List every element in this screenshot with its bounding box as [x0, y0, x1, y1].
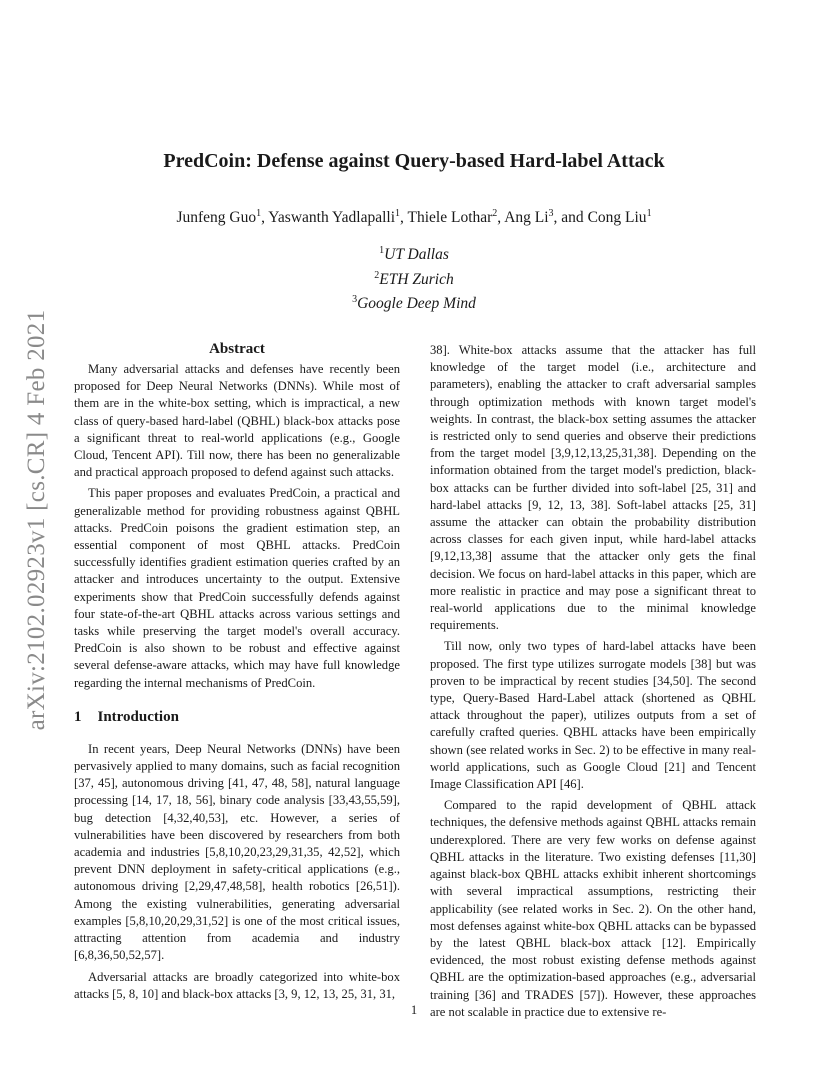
intro-paragraph: In recent years, Deep Neural Networks (DNNs) have been pervasively applied to many domains, such as facial recognition [37, 45], autonomous driving [41, 47, 48, 58], natural language processing [14, 17, 18, 56], binary code analysis [33,43,55,59], bug detection [4,32,40,53], etc. However, a series of vulnerabilities have been discovered by researchers from both academia and industries [5,8,10,20,23,29,31,35, 42,52], which prevent DNN deployment in safety-critical applications (e.g., autonomous driving [2,29,47,48,58], health robotics [26,51]). Among the existing vulnerabilities, generating adversarial examples [5,8,10,20,29,31,52] is one of the most critical issues, attracting attention from academia and industry [6,8,36,50,52,57]. [74, 741, 400, 963]
section-number: 1 [74, 708, 82, 725]
arxiv-id-text: arXiv:2102.02923v1 [cs.CR] 4 Feb 2021 [23, 309, 50, 731]
abstract-paragraph: This paper proposes and evaluates PredCoin, a practical and generalizable method for providing robustness against QBHL attacks. PredCoin poisons the gradient estimation step, an essential component of most QBHL attacks. PredCoin successfully identifies gradient estimation queries crafted by an attacker and introduces uncertainty to the output. Extensive experiments show that PredCoin successfully defends against four state-of-the-art QBHL attacks across various settings and tasks while preserving the target model's overall accuracy. PredCoin is also shown to be robust and effective against several defense-aware attacks, which may have full knowledge regarding the internal mechanisms of PredCoin. [74, 486, 400, 690]
section-title: Introduction [97, 708, 179, 725]
page-number: 1 [410, 1003, 418, 1017]
author: Yaswanth Yadlapalli$^1$, [268, 208, 408, 226]
arxiv-watermark [22, 290, 52, 750]
body-paragraph: Compared to the rapid development of QBHL attack techniques, the defensive methods against QBHL attacks remain underexplored. There are very few works on defense against QBHL attacks in the literature. Two existing defenses [11,30] against black-box QBHL attacks exhibit inherent shortcomings with several impractical assumptions, restricting their applicability (see related works in Sec. 2). On the other hand, most defenses against white-box QBHL attacks can be bypassed by the latest QBHL black-box attack [12]. Empirically evidenced, the most robust existing defense methods against QBHL are the optimization-based approaches (e.g., adversarial training [36] and TRADES [57]). However, these approaches are not scalable in practice due to extensive re- [430, 798, 756, 1019]
affiliation-list [0, 241, 828, 315]
author: Ang Li$^3$, and [504, 208, 588, 226]
left-column [74, 340, 400, 1003]
abstract-heading: Abstract [209, 341, 265, 357]
affiliation: $^2$ETH Zurich [374, 269, 454, 288]
body-paragraph: Till now, only two types of hard-label attacks have been proposed. The first type utilizes surrogate models [38] but was proven to be impractical by recent studies [34,50]. The second type, Query-Based Hard-Label attack (shortened as QBHL attack throughout the paper), utilizes outputs from a set of carefully crafted queries. QBHL attacks have been empirically shown (see related works in Sec. 2) to be effective in many real-world applications, such as Google Cloud [21] and Tencent Image Classification API [46]. [430, 639, 756, 792]
author: Junfeng Guo$^1$, [176, 208, 269, 226]
abstract-paragraph: Many adversarial attacks and defenses have recently been proposed for Deep Neural Networks (DNNs). While most of them are in the white-box setting, which is impractical, a new class of query-based hard-label (QBHL) black-box attacks pose a significant threat to real-world applications (e.g., Google Cloud, Tencent API). Till now, there has been no generalizable and practical approach proposed to defend against such attacks. [74, 362, 400, 480]
paper-title: PredCoin: Defense against Query-based Hard-label Attack [163, 150, 665, 172]
right-column [430, 342, 756, 1021]
intro-paragraph: Adversarial attacks are broadly categorized into white-box attacks [5, 8, 10] and black-box attacks [3, 9, 12, 13, 25, 31, 31, [74, 969, 400, 1001]
affiliation: $^3$Google Deep Mind [352, 294, 476, 312]
body-paragraph: 38]. White-box attacks assume that the attacker has full knowledge of the target model (i.e., architecture and parameters), enabling the attacker to craft adversarial samples through optimization methods with known target model's weights. In contrast, the black-box setting assumes the attacker is restricted only to send queries and observe their predictions from the target model [3,9,12,13,25,31,38]. Depending on the information obtained from the target model's prediction, black-box attacks can be further divided into soft-label [25, 31] and hard-label attacks [9, 12, 13, 38]. Soft-label attacks [25, 31] assume the attacker can obtain the probability distribution across classes for each given input, while hard-label attacks [9,12,13,38] assume that the attacker only gets the final decision. We focus on hard-label attacks in this paper, which are more realistic in practice and may pose a significant threat to real-world applications due to the minimal knowledge requirements. [430, 343, 756, 633]
section-heading-introduction [74, 708, 400, 727]
author: Cong Liu$^1$ [587, 208, 652, 226]
author-list [0, 208, 828, 227]
author: Thiele Lothar$^2$, [407, 208, 505, 226]
affiliation: $^1$UT Dallas [379, 245, 449, 263]
